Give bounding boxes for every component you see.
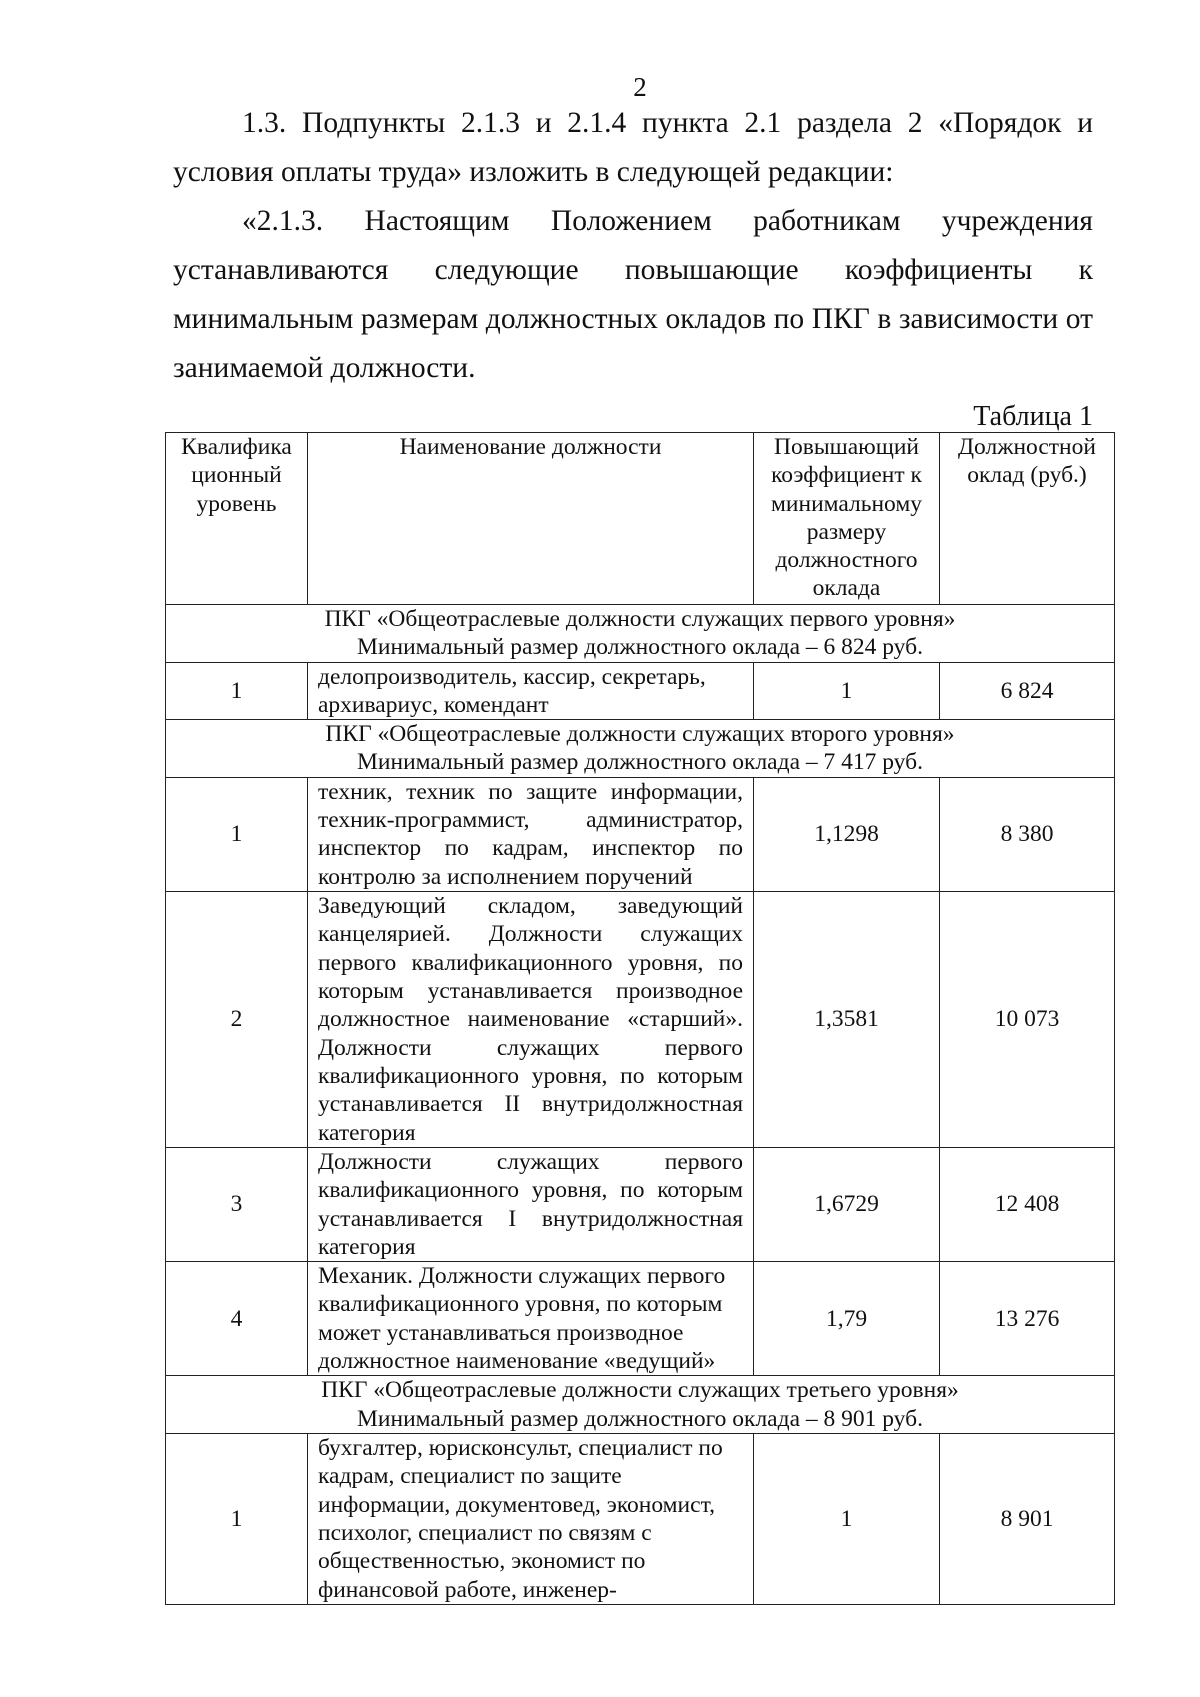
cell-level: 1	[166, 662, 308, 720]
header-coefficient: Повышающий коэффициент к минимальному размеру должностного оклада	[754, 433, 940, 605]
table-caption: Таблица 1	[973, 401, 1093, 432]
group-header-row	[166, 1376, 1115, 1434]
table-row	[166, 777, 1115, 891]
group-title: ПКГ «Общеотраслевые должности служащих первого уровня»	[324, 606, 956, 632]
cell-salary: 8 901	[940, 1433, 1115, 1604]
cell-coefficient: 1,3581	[754, 891, 940, 1147]
table-row	[166, 662, 1115, 720]
cell-coefficient: 1	[754, 1433, 940, 1604]
group-title: ПКГ «Общеотраслевые должности служащих третьего уровня»	[321, 1377, 959, 1404]
paragraph-amendment-intro: 1.3. Подпункты 2.1.3 и 2.1.4 пункта 2.1 раздела 2 «Порядок и условия оплаты труда» изложить в следующей редакции:	[173, 107, 1093, 188]
page-number: 2	[633, 72, 647, 102]
salary-coefficient-table	[165, 432, 1115, 1605]
cell-position: Должности служащих первого квалификационного уровня, по которым устанавливается I внутридолжностная категория	[308, 1147, 754, 1261]
table-row	[166, 1433, 1115, 1604]
cell-position: бухгалтер, юрисконсульт, специалист по кадрам, специалист по защите информации, документовед, экономист, психолог, специалист по связям с общественностью, экономист по финансовой работе, инженер-	[308, 1433, 754, 1604]
cell-position: делопроизводитель, кассир, секретарь, архивариус, комендант	[308, 662, 754, 720]
cell-salary: 10 073	[940, 891, 1115, 1147]
group-min-salary: Минимальный размер должностного оклада – 8 901 руб.	[357, 1405, 923, 1432]
table-header-row	[166, 433, 1115, 605]
cell-salary: 8 380	[940, 777, 1115, 891]
group-min-salary: Минимальный размер должностного оклада – 6 824 руб.	[357, 634, 923, 661]
group-min-salary: Минимальный размер должностного оклада – 7 417 руб.	[357, 749, 923, 776]
cell-salary: 6 824	[940, 662, 1115, 720]
cell-level: 3	[166, 1147, 308, 1261]
header-level: Квалифика ционный уровень	[166, 433, 308, 605]
cell-position: техник, техник по защите информации, техник-программист, администратор, инспектор по кадрам, инспектор по контролю за исполнением поручений	[308, 777, 754, 891]
cell-level: 2	[166, 891, 308, 1147]
cell-position: Заведующий складом, заведующий канцелярией. Должности служащих первого квалификационного уровня, по которым устанавливается производное должностное наименование «старший». Должности служащих первого квалификационного уровня, по которым устанавливается II внутридолжностная категория	[308, 891, 754, 1147]
group-header-row	[166, 605, 1115, 663]
cell-position: Механик. Должности служащих первого квалификационного уровня, по которым может устанавливаться производное должностное наименование «ведущий»	[308, 1262, 754, 1376]
cell-coefficient: 1	[754, 662, 940, 720]
cell-coefficient: 1,1298	[754, 777, 940, 891]
header-position: Наименование должности	[308, 433, 754, 605]
group-header-row	[166, 720, 1115, 778]
table-row	[166, 1147, 1115, 1261]
cell-coefficient: 1,79	[754, 1262, 940, 1376]
cell-level: 1	[166, 1433, 308, 1604]
header-salary: Должностной оклад (руб.)	[940, 433, 1115, 605]
table-row	[166, 1262, 1115, 1376]
cell-salary: 13 276	[940, 1262, 1115, 1376]
cell-coefficient: 1,6729	[754, 1147, 940, 1261]
group-title: ПКГ «Общеотраслевые должности служащих второго уровня»	[325, 721, 955, 748]
table-row	[166, 891, 1115, 1147]
paragraph-clause-2-1-3: «2.1.3. Настоящим Положением работникам учреждения устанавливаются следующие повышающие коэффициенты к минимальным размерам должностных окладов по ПКГ в зависимости от занимаемой должности.	[173, 205, 1093, 384]
cell-salary: 12 408	[940, 1147, 1115, 1261]
cell-level: 1	[166, 777, 308, 891]
cell-level: 4	[166, 1262, 308, 1376]
